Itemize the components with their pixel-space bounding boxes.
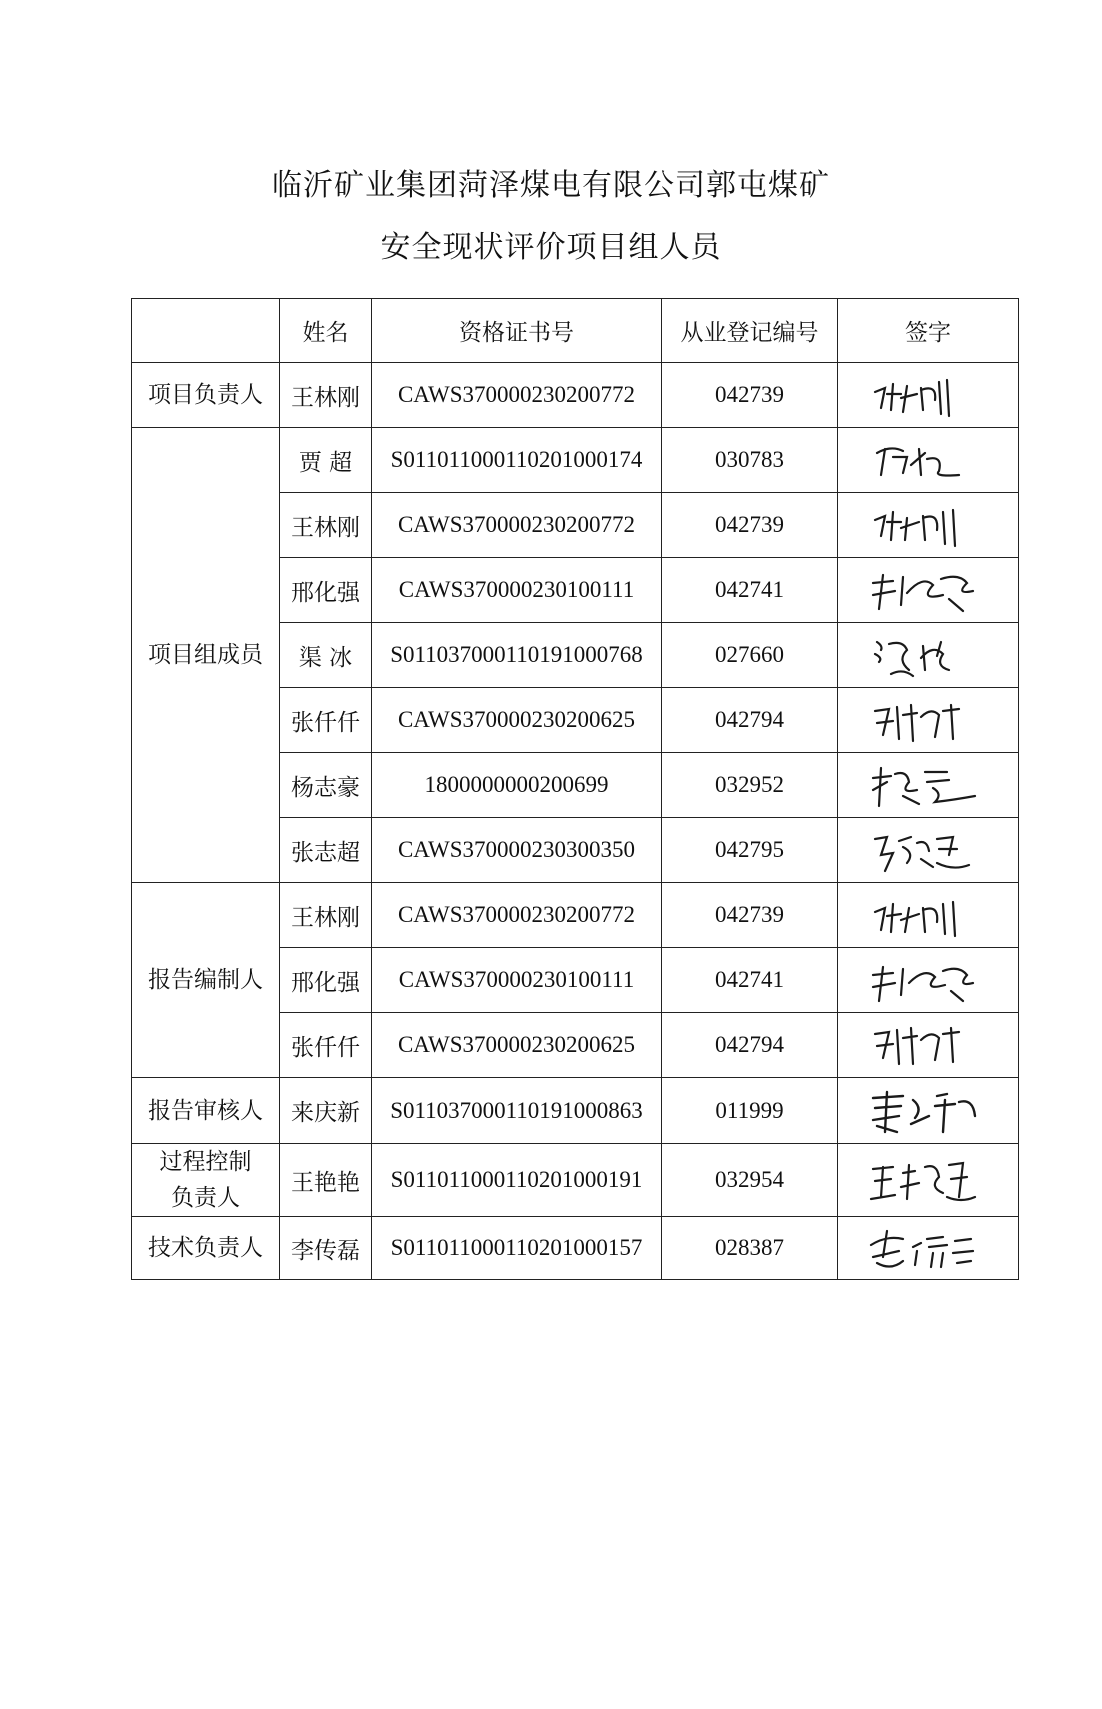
registration-number: 011999 [662, 1078, 838, 1144]
role-process-control-lead [132, 1144, 280, 1217]
table-row [132, 883, 1019, 948]
certificate-number: CAWS370000230100111 [372, 558, 662, 623]
signature-cell [838, 883, 1019, 948]
person-name: 王林刚 [280, 493, 372, 558]
table-row [132, 1078, 1019, 1144]
signature-cell [838, 1078, 1019, 1144]
person-name: 杨志豪 [280, 753, 372, 818]
header-registration: 从业登记编号 [662, 299, 838, 363]
handwritten-signature [863, 1020, 993, 1070]
role-line: 负责人 [171, 1185, 240, 1211]
certificate-number: S011011000110201000157 [372, 1217, 662, 1280]
registration-number: 042741 [662, 948, 838, 1013]
role-report-authors: 报告编制人 [132, 883, 280, 1078]
registration-number: 027660 [662, 623, 838, 688]
person-name: 邢化强 [280, 558, 372, 623]
person-name: 渠 冰 [280, 623, 372, 688]
role-project-lead: 项目负责人 [132, 363, 280, 428]
signature-cell [838, 623, 1019, 688]
registration-number: 028387 [662, 1217, 838, 1280]
handwritten-signature [863, 630, 993, 680]
certificate-number: CAWS370000230200772 [372, 493, 662, 558]
handwritten-signature [863, 1153, 993, 1207]
handwritten-signature [863, 695, 993, 745]
certificate-number: CAWS370000230100111 [372, 948, 662, 1013]
signature-cell [838, 428, 1019, 493]
certificate-number: 1800000000200699 [372, 753, 662, 818]
certificate-number: S011037000110191000863 [372, 1078, 662, 1144]
header-certificate: 资格证书号 [372, 299, 662, 363]
registration-number: 042794 [662, 1013, 838, 1078]
table-header-row [132, 299, 1019, 363]
person-name: 邢化强 [280, 948, 372, 1013]
handwritten-signature [863, 435, 993, 485]
person-name: 张仟仟 [280, 688, 372, 753]
signature-cell [838, 493, 1019, 558]
certificate-number: S011011000110201000191 [372, 1144, 662, 1217]
registration-number: 030783 [662, 428, 838, 493]
handwritten-signature [863, 565, 993, 615]
handwritten-signature [863, 1086, 993, 1136]
person-name: 张志超 [280, 818, 372, 883]
person-name: 李传磊 [280, 1217, 372, 1280]
registration-number: 032952 [662, 753, 838, 818]
signature-cell [838, 1013, 1019, 1078]
signature-cell [838, 363, 1019, 428]
handwritten-signature [863, 370, 993, 420]
handwritten-signature [863, 760, 993, 810]
registration-number: 042741 [662, 558, 838, 623]
certificate-number: CAWS370000230200772 [372, 883, 662, 948]
person-name: 张仟仟 [280, 1013, 372, 1078]
document-subtitle: 安全现状评价项目组人员 [380, 230, 722, 265]
role-report-reviewer: 报告审核人 [132, 1078, 280, 1144]
certificate-number: CAWS370000230200772 [372, 363, 662, 428]
table-row [132, 363, 1019, 428]
document-title: 临沂矿业集团菏泽煤电有限公司郭屯煤矿 [272, 168, 830, 203]
signature-cell [838, 818, 1019, 883]
table-row [132, 1144, 1019, 1217]
registration-number: 032954 [662, 1144, 838, 1217]
signature-cell [838, 558, 1019, 623]
registration-number: 042794 [662, 688, 838, 753]
person-name: 来庆新 [280, 1078, 372, 1144]
person-name: 王林刚 [280, 883, 372, 948]
handwritten-signature [863, 825, 993, 875]
certificate-number: CAWS370000230200625 [372, 688, 662, 753]
certificate-number: S011037000110191000768 [372, 623, 662, 688]
registration-number: 042739 [662, 493, 838, 558]
signature-cell [838, 1144, 1019, 1217]
signature-cell [838, 948, 1019, 1013]
person-name: 王林刚 [280, 363, 372, 428]
handwritten-signature [863, 500, 993, 550]
registration-number: 042739 [662, 883, 838, 948]
personnel-table [131, 298, 1019, 1280]
registration-number: 042795 [662, 818, 838, 883]
role-line: 过程控制 [159, 1149, 252, 1175]
signature-cell [838, 753, 1019, 818]
table-row [132, 1217, 1019, 1280]
certificate-number: CAWS370000230300350 [372, 818, 662, 883]
role-technical-lead: 技术负责人 [132, 1217, 280, 1280]
person-name: 王艳艳 [280, 1144, 372, 1217]
table-row [132, 428, 1019, 493]
registration-number: 042739 [662, 363, 838, 428]
handwritten-signature [863, 890, 993, 940]
signature-cell [838, 1217, 1019, 1280]
handwritten-signature [863, 955, 993, 1005]
header-name: 姓名 [280, 299, 372, 363]
signature-cell [838, 688, 1019, 753]
certificate-number: CAWS370000230200625 [372, 1013, 662, 1078]
certificate-number: S011011000110201000174 [372, 428, 662, 493]
header-blank-cell [132, 299, 280, 363]
role-team-members: 项目组成员 [132, 428, 280, 883]
header-signature: 签字 [838, 299, 1019, 363]
handwritten-signature [863, 1223, 993, 1273]
person-name: 贾 超 [280, 428, 372, 493]
